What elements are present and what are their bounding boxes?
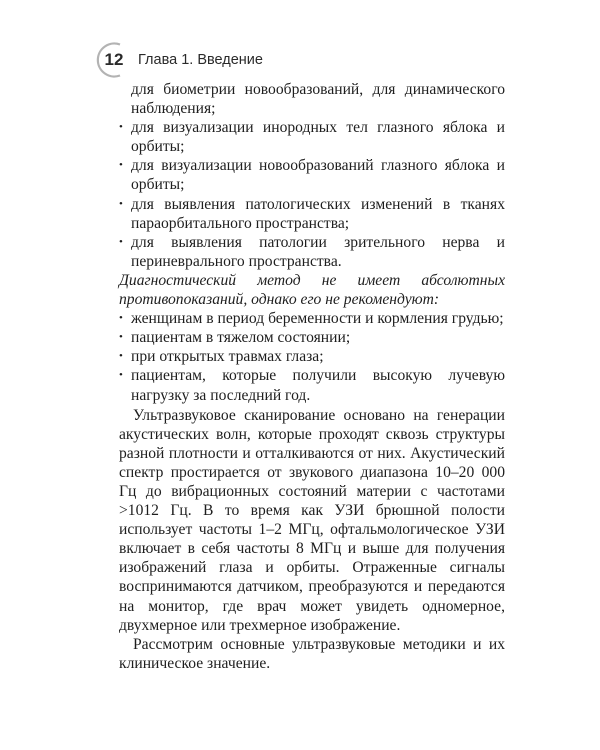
chapter-title: Глава 1. Введение bbox=[138, 52, 263, 68]
list-item: • пациентам, которые получили высокую лучевую нагрузку за последний год. bbox=[119, 366, 505, 404]
page-number-badge bbox=[94, 40, 134, 80]
list-item: • для выявления патологических изменений в тканях параорбитального пространства; bbox=[119, 195, 505, 233]
page-body bbox=[119, 80, 505, 673]
indications-list bbox=[119, 118, 505, 271]
list-continuation: для биометрии новообразований, для динамического наблюдения; bbox=[131, 81, 505, 118]
list-item: • женщинам в период беременности и кормления грудью; bbox=[119, 309, 505, 328]
list-item: • для визуализации инородных тел глазного яблока и орбиты; bbox=[119, 118, 505, 156]
list-item: • для выявления патологии зрительного нерва и периневрального пространства. bbox=[119, 233, 505, 271]
contraindications-intro: Диагностический метод не имеет абсолютных противопоказаний, однако его не рекомендуют: bbox=[119, 271, 505, 309]
contraindications-list bbox=[119, 309, 505, 404]
page-number: 12 bbox=[104, 50, 124, 69]
list-item: • при открытых травмах глаза; bbox=[119, 347, 505, 366]
page-header bbox=[94, 40, 263, 80]
list-item: • для визуализации новообразований глазного яблока и орбиты; bbox=[119, 156, 505, 194]
list-item: • пациентам в тяжелом состоянии; bbox=[119, 328, 505, 347]
body-paragraph: Ультразвуковое сканирование основано на генерации акустических волн, которые проходят сквозь структуры разной плотности и отталкиваются от них. Акустический спектр простирается от звукового диапазона 10–20 000 Гц до вибрационных состояний материи с частотами >1012 Гц. В то время как УЗИ брюшной полости использует частоты 1–2 МГц, офтальмологическое УЗИ включает в себя частоты 8 МГц и выше для получения изображений глаза и орбиты. Отраженные сигналы воспринимаются датчиком, преобразуются и передаются на монитор, где врач может увидеть одномерное, двухмерное или трехмерное изображение. bbox=[119, 406, 505, 634]
body-paragraph: Рассмотрим основные ультразвуковые методики и их клиническое значение. bbox=[119, 635, 505, 672]
